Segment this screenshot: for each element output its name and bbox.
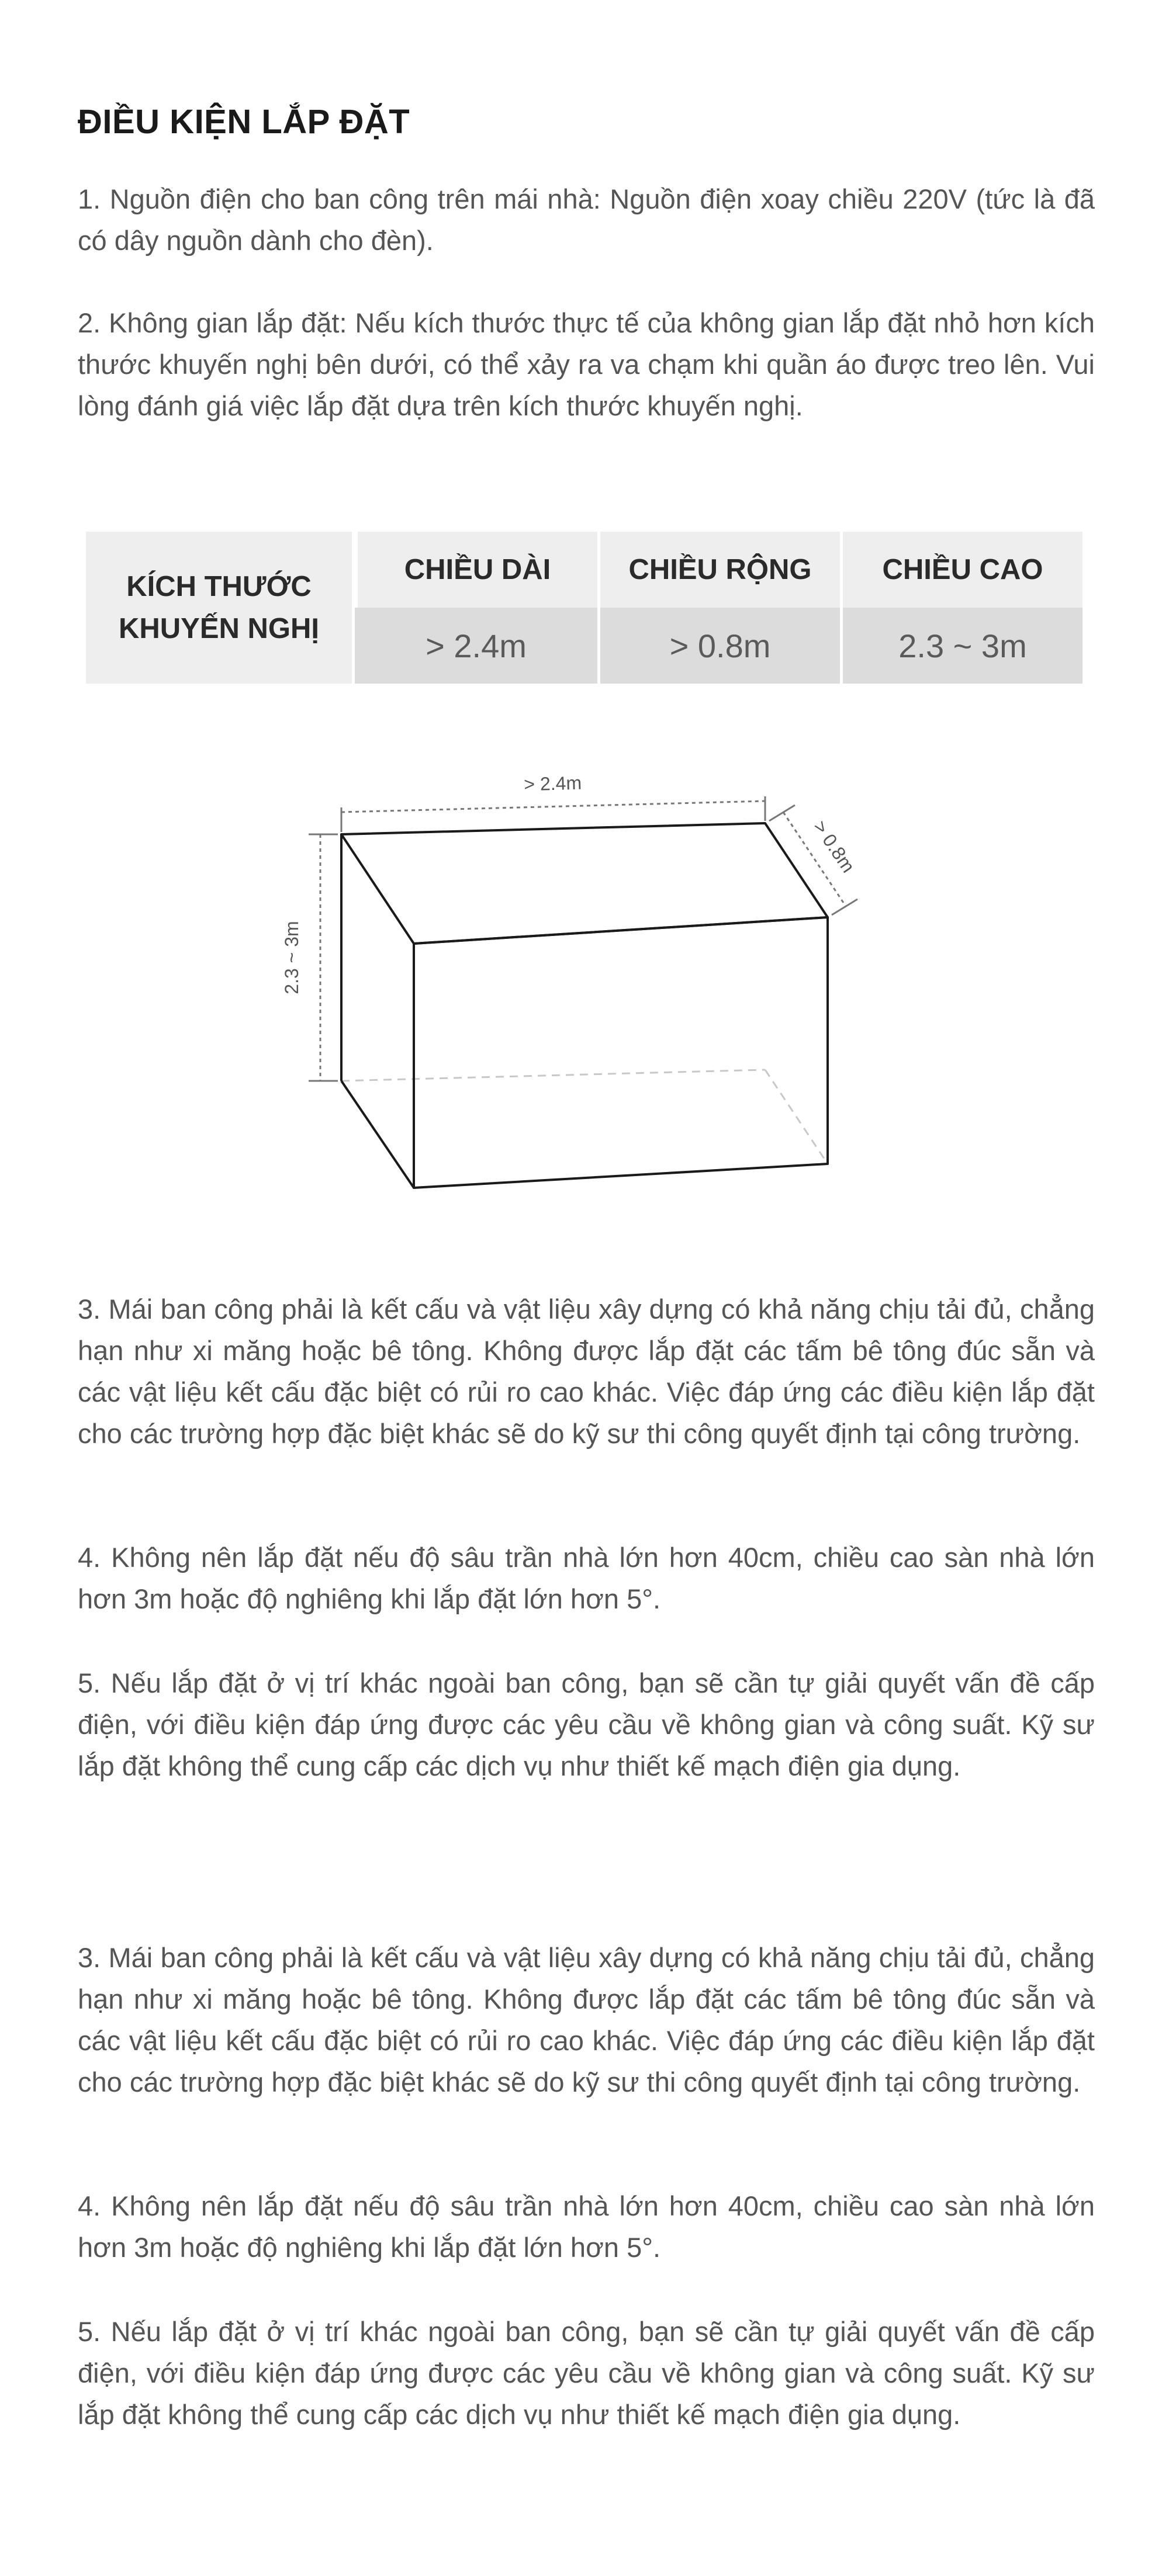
height-label: 2.3 ~ 3m bbox=[281, 921, 302, 994]
page-title: ĐIỀU KIỆN LẮP ĐẶT bbox=[78, 103, 410, 141]
paragraph-other-location: 5. Nếu lắp đặt ở vị trí khác ngoài ban công, bạn sẽ cần tự giải quyết vấn đề cấp điện, với điều kiện đáp ứng được các yêu cầu về không gian và công suất. Kỹ sư lắp đặt không thể cung cấp các dịch vụ như thiết kế mạch điện gia dụng. bbox=[78, 1667, 1095, 1781]
table-header-width: CHIỀU RỘNG bbox=[597, 532, 840, 608]
paragraph-roof-structure: 3. Mái ban công phải là kết cấu và vật liệu xây dựng có khả năng chịu tải đủ, chẳng hạn như xi măng hoặc bê tông. Không được lắp đặt các tấm bê tông đúc sẵn và các vật liệu kết cấu đặc biệt có rủi ro cao khác. Việc đáp ứng các điều kiện lắp đặt cho các trường hợp đặc biệt khác sẽ do kỹ sư thi công quyết định tại công trường. bbox=[78, 1294, 1095, 1449]
paragraph-install-space: 2. Không gian lắp đặt: Nếu kích thước thực tế của không gian lắp đặt nhỏ hơn kích thước khuyến nghị bên dưới, có thể xảy ra va chạm khi quần áo được treo lên. Vui lòng đánh giá việc lắp đặt dựa trên kích thước khuyến nghị. bbox=[78, 307, 1095, 421]
recommended-size-table bbox=[86, 532, 1082, 684]
paragraph-power-source: 1. Nguồn điện cho ban công trên mái nhà: Nguồn điện xoay chiều 220V (tức là đã có dây nguồn dành cho đèn). bbox=[78, 183, 1095, 256]
table-value-width: > 0.8m bbox=[597, 608, 840, 684]
length-label: > 2.4m bbox=[523, 772, 582, 795]
table-value-length: > 2.4m bbox=[355, 608, 597, 684]
table-header-length: CHIỀU DÀI bbox=[355, 532, 597, 608]
table-value-height: 2.3 ~ 3m bbox=[840, 608, 1082, 684]
width-label: > 0.8m bbox=[809, 816, 859, 876]
paragraph-roof-structure-repeat: 3. Mái ban công phải là kết cấu và vật liệu xây dựng có khả năng chịu tải đủ, chẳng hạn như xi măng hoặc bê tông. Không được lắp đặt các tấm bê tông đúc sẵn và các vật liệu kết cấu đặc biệt có rủi ro cao khác. Việc đáp ứng các điều kiện lắp đặt cho các trường hợp đặc biệt khác sẽ do kỹ sư thi công quyết định tại công trường. bbox=[78, 1942, 1095, 2097]
paragraph-other-location-repeat: 5. Nếu lắp đặt ở vị trí khác ngoài ban công, bạn sẽ cần tự giải quyết vấn đề cấp điện, với điều kiện đáp ứng được các yêu cầu về không gian và công suất. Kỹ sư lắp đặt không thể cung cấp các dịch vụ như thiết kế mạch điện gia dụng. bbox=[78, 2316, 1095, 2430]
dimension-height bbox=[309, 834, 338, 1081]
paragraph-ceiling-limits: 4. Không nên lắp đặt nếu độ sâu trần nhà lớn hơn 40cm, chiều cao sàn nhà lớn hơn 3m hoặc độ nghiêng khi lắp đặt lớn hơn 5°. bbox=[78, 1542, 1095, 1614]
box-bottom-left-edge bbox=[341, 1081, 414, 1188]
box-edges bbox=[341, 823, 828, 1188]
box-top-face bbox=[341, 823, 828, 944]
box-front-face bbox=[414, 917, 828, 1188]
table-row-header: KÍCH THƯỚC KHUYẾN NGHỊ bbox=[86, 532, 355, 684]
space-box-diagram bbox=[0, 754, 1169, 1221]
dimension-length bbox=[341, 796, 765, 832]
paragraph-ceiling-limits-repeat: 4. Không nên lắp đặt nếu độ sâu trần nhà lớn hơn 40cm, chiều cao sàn nhà lớn hơn 3m hoặc độ nghiêng khi lắp đặt lớn hơn 5°. bbox=[78, 2190, 1095, 2263]
table-header-height: CHIỀU CAO bbox=[840, 532, 1082, 608]
